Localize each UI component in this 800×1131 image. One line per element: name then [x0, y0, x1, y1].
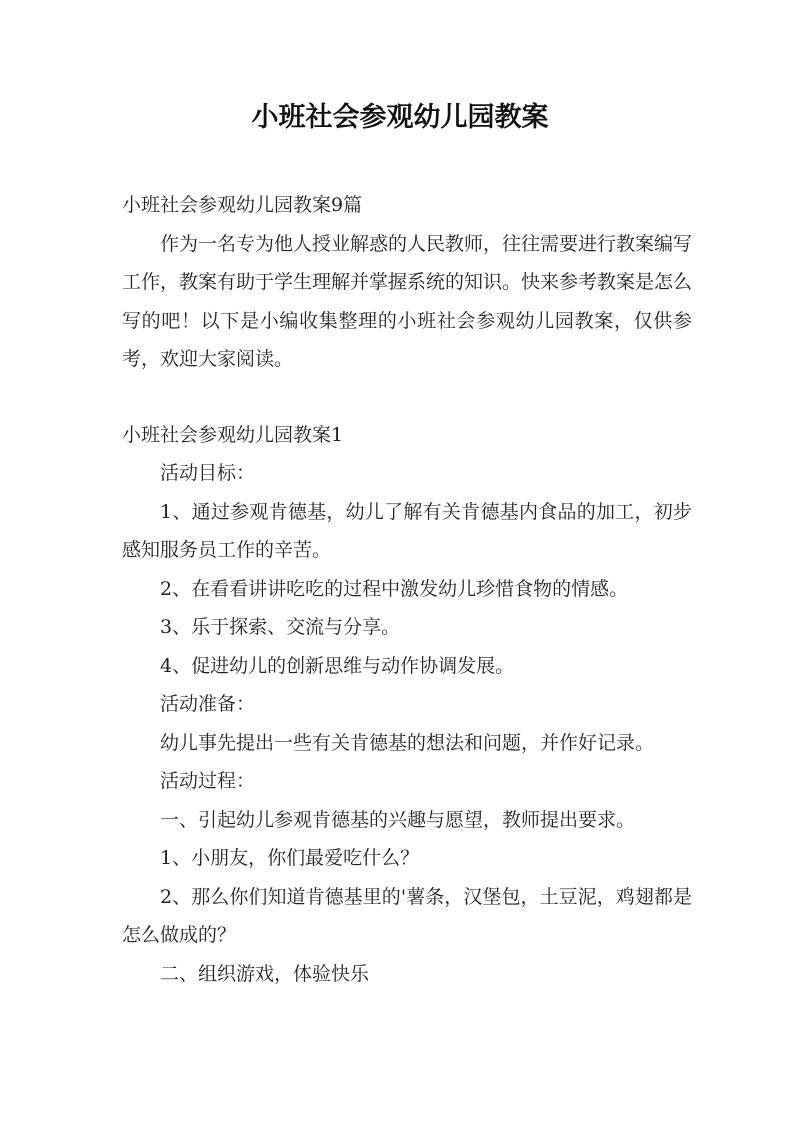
process-step: 二、组织游戏，体验快乐	[160, 962, 370, 985]
goal-item: 2、在看看讲讲吃吃的过程中激发幼儿珍惜食物的情感。	[160, 577, 629, 600]
lesson-heading: 小班社会参观幼儿园教案1	[122, 423, 344, 446]
section-label-goals: 活动目标：	[160, 462, 256, 484]
section-spacer	[122, 379, 692, 416]
preparation-paragraph: 幼儿事先提出一些有关肯德基的想法和问题，并作好记录。	[160, 731, 655, 754]
section-label-preparation: 活动准备：	[160, 693, 256, 715]
document-body	[122, 186, 692, 993]
goal-item: 1、通过参观肯德基，幼儿了解有关肯德基内食品的加工，初步感知服务员工作的辛苦。	[122, 500, 692, 561]
goal-item: 3、乐于探索、交流与分享。	[160, 616, 401, 638]
intro-paragraph: 作为一名专为他人授业解惑的人民教师，往往需要进行教案编写工作，教案有助于学生理解并掌握系统的知识。快来参考教案是怎么写的吧！以下是小编收集整理的小班社会参观幼儿园教案，仅供参考，欢迎大家阅读。	[122, 232, 693, 370]
section-label-process: 活动过程：	[160, 770, 256, 792]
process-step: 一、引起幼儿参观肯德基的兴趣与愿望，教师提出要求。	[160, 808, 636, 831]
document-title: 小班社会参观幼儿园教案	[251, 102, 549, 133]
goal-item: 4、促进幼儿的创新思维与动作协调发展。	[160, 654, 515, 677]
collection-heading: 小班社会参观幼儿园教案9篇	[122, 194, 363, 216]
process-step: 1、小朋友，你们最爱吃什么？	[160, 847, 420, 869]
process-step: 2、那么你们知道肯德基里的'薯条，汉堡包，土豆泥，鸡翅都是怎么做成的？	[122, 885, 692, 946]
